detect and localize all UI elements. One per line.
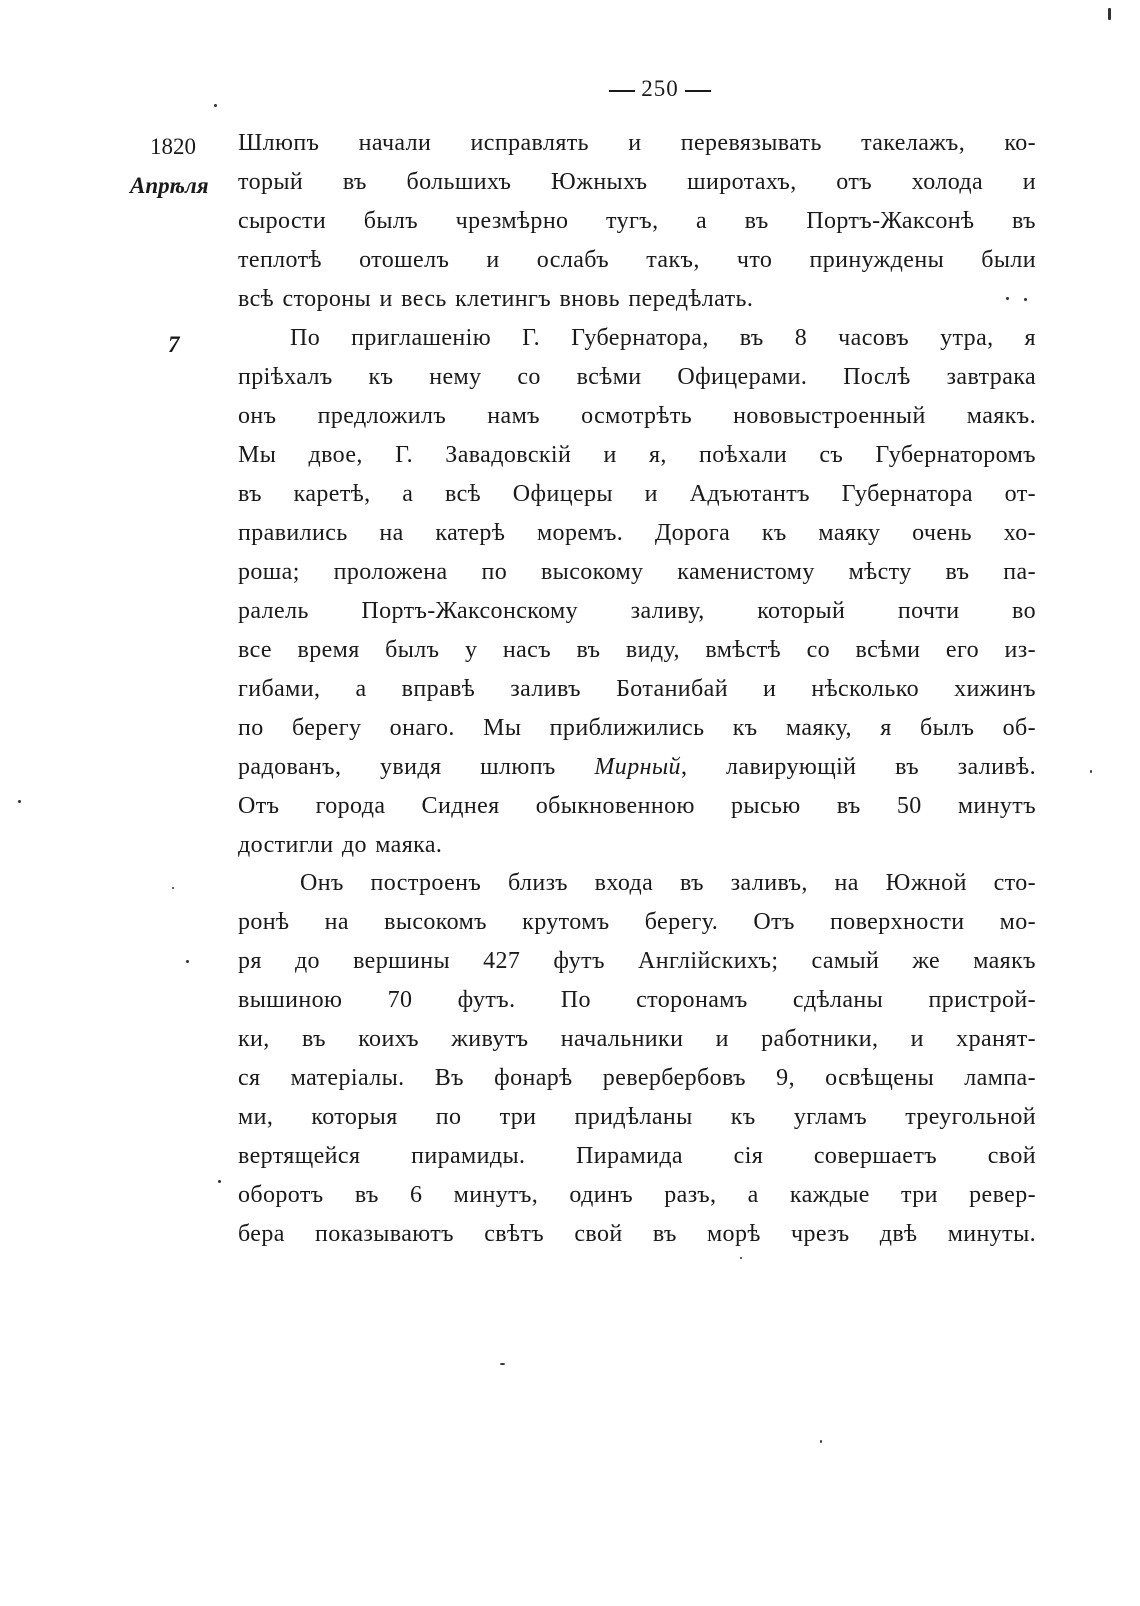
text-line: Отъ города Сиднея обыкновенною рысью въ 50 минутъ — [238, 793, 1036, 819]
header-dash-right — [685, 90, 711, 92]
text-line: оборотъ въ 6 минутъ, одинъ разъ, а каждые три ревер- — [238, 1182, 1036, 1208]
text-line: ря до вершины 427 футъ Англійскихъ; самый же маякъ — [238, 948, 1036, 974]
text-line: ми, которыя по три придѣланы къ угламъ треугольной — [238, 1104, 1036, 1130]
text-line: ронѣ на высокомъ крутомъ берегу. Отъ поверхности мо- — [238, 909, 1036, 935]
text-line: По приглашенію Г. Губернатора, въ 8 часовъ утра, я — [290, 325, 1036, 351]
margin-year: 1820 — [150, 134, 196, 159]
text-line: все время былъ у насъ въ виду, вмѣстѣ со всѣми его из- — [238, 637, 1036, 663]
scan-speck — [500, 1363, 505, 1365]
page-number: 250 — [641, 76, 679, 101]
text-line: ки, въ коихъ живутъ начальники и работники, и хранят- — [238, 1026, 1036, 1052]
text-fragment: радованъ, увидя шлюпъ — [238, 754, 595, 780]
text-line: всѣ стороны и весь клетингъ вновь передѣлать. — [238, 286, 754, 312]
text-line: теплотѣ отошелъ и ослабъ такъ, что принуждены были — [238, 247, 1036, 273]
text-line: Шлюпъ начали исправлять и перевязывать такелажъ, ко- — [238, 130, 1036, 156]
scan-speck — [1024, 298, 1027, 301]
text-line: Онъ построенъ близъ входа въ заливъ, на Южной сто- — [300, 870, 1036, 896]
scan-speck — [18, 800, 21, 803]
scan-speck — [1090, 770, 1092, 773]
text-line: достигли до маяка. — [238, 832, 443, 858]
scan-speck — [172, 887, 174, 889]
text-line: вертящейся пирамиды. Пирамида сія совершаетъ свой — [238, 1143, 1036, 1169]
margin-month: Апрѣля — [130, 173, 209, 198]
text-line: въ каретѣ, а всѣ Офицеры и Адъютантъ Губернатора от- — [238, 481, 1036, 507]
scan-speck — [214, 104, 217, 107]
text-line-mirny — [238, 754, 1036, 786]
text-line: по берегу онаго. Мы приближились къ маяку, я былъ об- — [238, 715, 1036, 741]
text-line: торый въ большихъ Южныхъ широтахъ, отъ холода и — [238, 169, 1036, 195]
scan-speck — [820, 1440, 822, 1443]
page-header — [0, 76, 1140, 102]
text-line: сырости былъ чрезмѣрно тугъ, а въ Портъ-Жаксонѣ въ — [238, 208, 1036, 234]
text-line: гибами, а вправѣ заливъ Ботанибай и нѣсколько хижинъ — [238, 676, 1036, 702]
text-fragment: , лавирующій въ заливѣ. — [680, 754, 1036, 780]
scan-speck — [186, 960, 189, 963]
ship-name-italic: Мирный — [594, 754, 681, 780]
margin-day: 7 — [168, 332, 180, 357]
text-line: пріѣхалъ къ нему со всѣми Офицерами. Послѣ завтрака — [238, 364, 1036, 390]
header-dash-left — [609, 90, 635, 92]
text-line: ралель Портъ-Жаксонскому заливу, который почти во — [238, 598, 1036, 624]
text-line: онъ предложилъ намъ осмотрѣть нововыстроенный маякъ. — [238, 403, 1036, 429]
text-line: ся матеріалы. Въ фонарѣ ревербербовъ 9, освѣщены лампа- — [238, 1065, 1036, 1091]
text-line: правились на катерѣ моремъ. Дорога къ маяку очень хо- — [238, 520, 1036, 546]
text-line: роша; проложена по высокому каменистому мѣсту въ па- — [238, 559, 1036, 585]
scan-speck — [740, 1257, 742, 1259]
scan-speck — [1108, 8, 1111, 20]
text-line: бера показываютъ свѣтъ свой въ морѣ чрезъ двѣ минуты. — [238, 1221, 1036, 1247]
text-line: вышиною 70 футъ. По сторонамъ сдѣланы пристрой- — [238, 987, 1036, 1013]
scan-speck — [1006, 297, 1009, 300]
text-line: Мы двое, Г. Завадовскій и я, поѣхали съ Губернаторомъ — [238, 442, 1036, 468]
scan-speck — [218, 1180, 221, 1183]
